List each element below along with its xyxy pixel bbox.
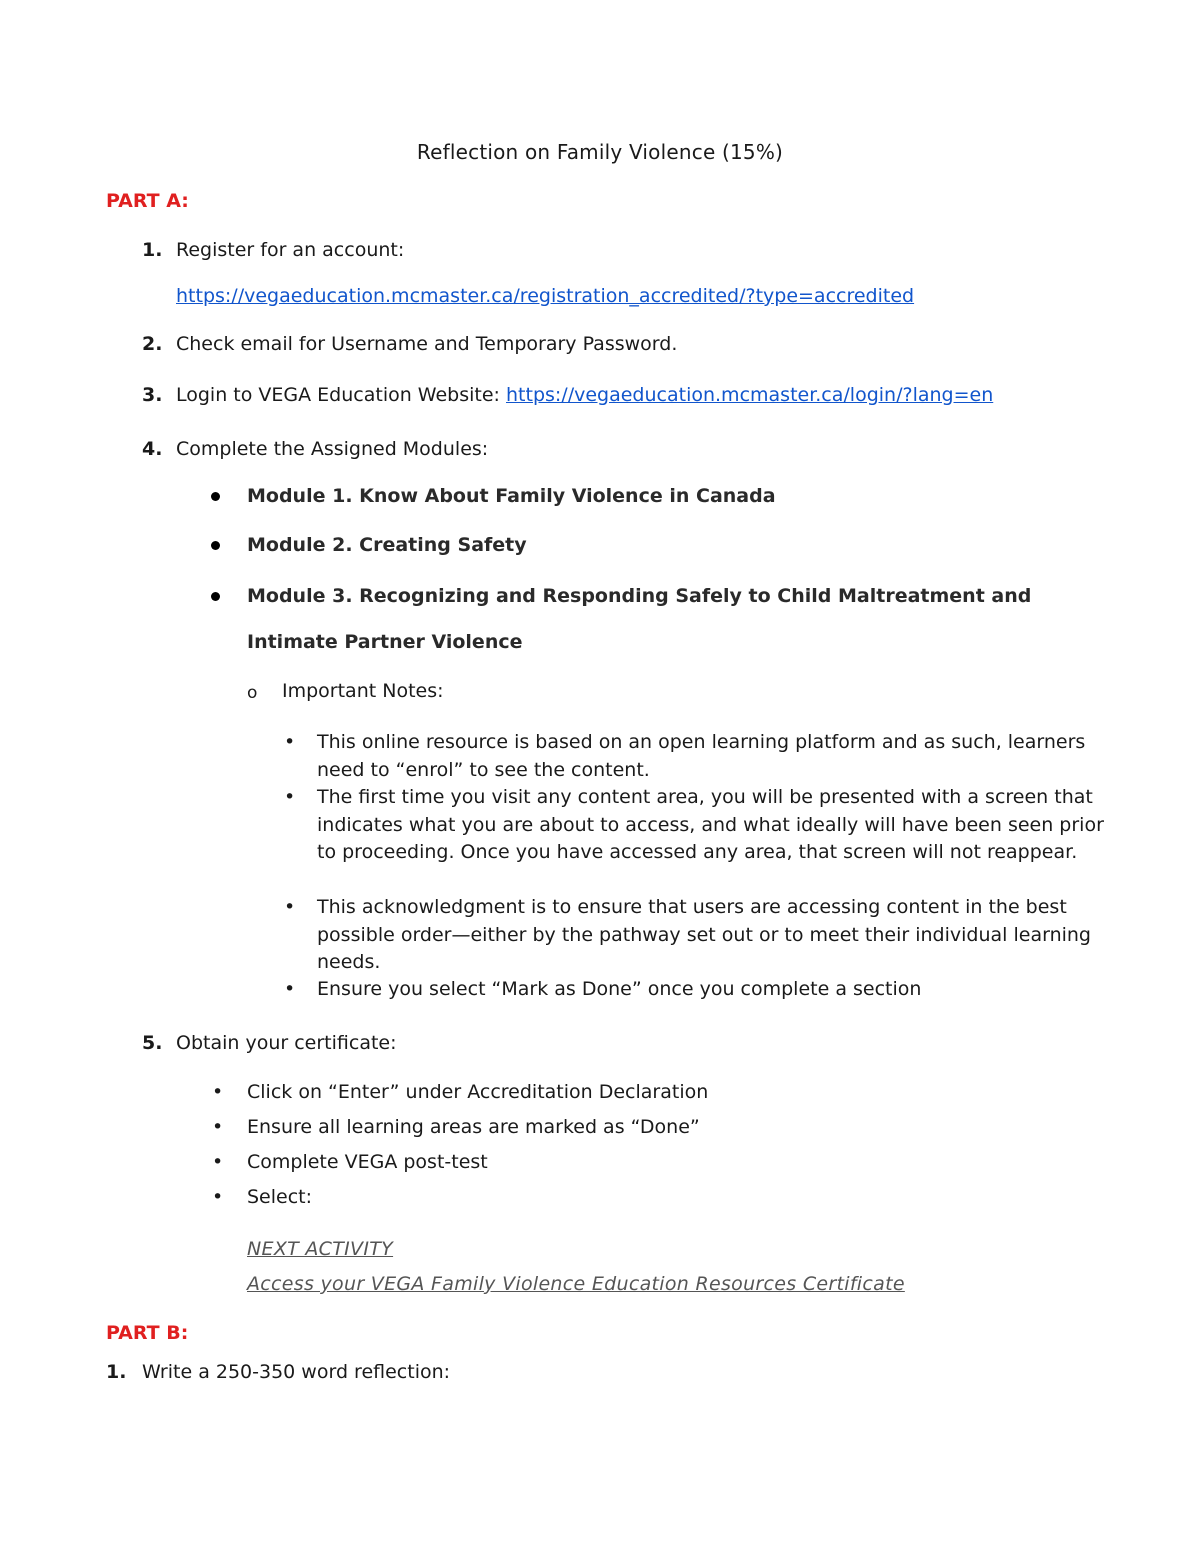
step-4-text: Complete the Assigned Modules: [176, 438, 489, 460]
step-2-number: 2. [142, 333, 163, 355]
part-b-step-1-number: 1. [106, 1361, 127, 1383]
bullet-icon: • [284, 978, 296, 1000]
step-2-text: Check email for Username and Temporary Password. [176, 333, 678, 355]
bullet-icon [211, 541, 220, 550]
bullet-icon: • [284, 896, 296, 918]
step-3-text: Login to VEGA Education Website: [176, 384, 506, 406]
next-activity-link[interactable]: NEXT ACTIVITY [247, 1238, 394, 1260]
certificate-step-4: Select: [247, 1186, 313, 1208]
note-1: This online resource is based on an open learning platform and as such, learners need to “enrol” to see the content. [317, 731, 1086, 781]
step-3-line [176, 384, 993, 406]
registration-link[interactable]: https://vegaeducation.mcmaster.ca/registration_accredited/?type=accredited [176, 285, 915, 307]
circle-bullet-icon: o [247, 683, 258, 703]
bullet-icon [211, 592, 220, 601]
part-a-heading: PART A: [106, 190, 189, 212]
module-2: Module 2. Creating Safety [247, 534, 527, 556]
note-4: Ensure you select “Mark as Done” once you complete a section [317, 978, 922, 1000]
certificate-link[interactable]: Access your VEGA Family Violence Education Resources Certificate [247, 1273, 905, 1295]
certificate-step-1: Click on “Enter” under Accreditation Declaration [247, 1081, 709, 1103]
page-title: Reflection on Family Violence (15%) [416, 140, 784, 164]
note-2: The first time you visit any content area, you will be presented with a screen that indicates what you are about to access, and what ideally will have been seen prior to proceeding. Once you have accessed any area, that screen will not reappear. [317, 786, 1104, 863]
bullet-icon: • [284, 731, 296, 753]
step-5-text: Obtain your certificate: [176, 1032, 397, 1054]
bullet-icon: • [284, 786, 296, 808]
step-4-number: 4. [142, 438, 163, 460]
step-1-number: 1. [142, 239, 163, 261]
module-3-line-1: Module 3. Recognizing and Responding Safely to Child Maltreatment and [247, 585, 1032, 607]
module-3-line-2: Intimate Partner Violence [247, 631, 523, 653]
step-3-number: 3. [142, 384, 163, 406]
login-link[interactable]: https://vegaeducation.mcmaster.ca/login/?lang=en [506, 384, 994, 406]
bullet-icon: • [212, 1186, 224, 1208]
bullet-icon: • [212, 1081, 224, 1103]
module-1: Module 1. Know About Family Violence in Canada [247, 485, 776, 507]
step-5-number: 5. [142, 1032, 163, 1054]
certificate-step-3: Complete VEGA post-test [247, 1151, 488, 1173]
bullet-icon: • [212, 1151, 224, 1173]
bullet-icon [211, 492, 220, 501]
step-1-text: Register for an account: [176, 239, 405, 261]
notes-heading: Important Notes: [282, 680, 444, 702]
bullet-icon: • [212, 1116, 224, 1138]
note-3: This acknowledgment is to ensure that users are accessing content in the best possible order—either by the pathway set out or to meet their individual learning needs. [317, 896, 1091, 973]
part-b-heading: PART B: [106, 1322, 189, 1344]
certificate-step-2: Ensure all learning areas are marked as “Done” [247, 1116, 700, 1138]
part-b-step-1-text: Write a 250-350 word reflection: [142, 1361, 451, 1383]
